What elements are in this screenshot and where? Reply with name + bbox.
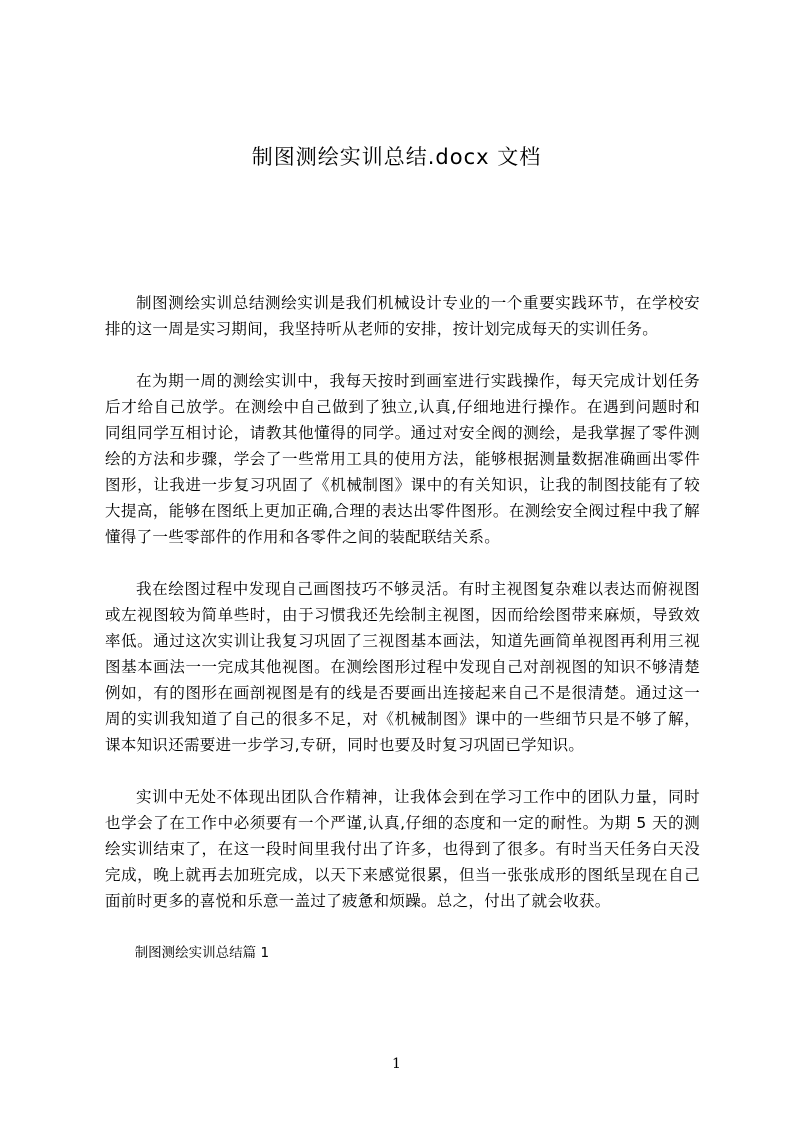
- paragraph-4: 实训中无处不体现出团队合作精神，让我体会到在学习工作中的团队力量，同时也学会了在工作中必须要有一个严谨,认真,仔细的态度和一定的耐性。为期 5 天的测绘实训结束了，在这一段时间里我付出了许多，也得到了很多。有时当天任务白天没完成，晚上就再去加班完成，以天下来感觉很累，但当一张张成形的图纸呈现在自己面前时更多的喜悦和乐意一盖过了疲惫和烦躁。总之，付出了就会收获。: [105, 788, 700, 910]
- document-body: [105, 290, 700, 966]
- paragraph-2: 在为期一周的测绘实训中，我每天按时到画室进行实践操作，每天完成计划任务后才给自己放学。在测绘中自己做到了独立,认真,仔细地进行操作。在遇到问题时和同组同学互相讨论，请教其他懂得的同学。通过对安全阀的测绘，是我掌握了零件测绘的方法和步骤，学会了一些常用工具的使用方法，能够根据测量数据准确画出零件图形，让我进一步复习巩固了《机械制图》课中的有关知识，让我的制图技能有了较大提高，能够在图纸上更加正确,合理的表达出零件图形。在测绘安全阀过程中我了解懂得了一些零部件的作用和各零件之间的装配联结关系。: [105, 372, 700, 546]
- document-title: 制图测绘实训总结.docx 文档: [251, 145, 542, 169]
- page-number: 1: [392, 1056, 401, 1072]
- paragraph-3: 我在绘图过程中发现自己画图技巧不够灵活。有时主视图复杂难以表达而俯视图或左视图较为简单些时，由于习惯我还先绘制主视图，因而给绘图带来麻烦，导致效率低。通过这次实训让我复习巩固了三视图基本画法，知道先画简单视图再利用三视图基本画法一一完成其他视图。在测绘图形过程中发现自己对剖视图的知识不够清楚例如，有的图形在画剖视图是有的线是否要画出连接起来自己不是很清楚。通过这一周的实训我知道了自己的很多不足，对《机械制图》课中的一些细节只是不够了解，课本知识还需要进一步学习,专研，同时也要及时复习巩固已学知识。: [105, 580, 700, 754]
- section-heading: 制图测绘实训总结篇 1: [134, 945, 270, 961]
- paragraph-1: 制图测绘实训总结测绘实训是我们机械设计专业的一个重要实践环节，在学校安排的这一周是实习期间，我坚持听从老师的安排，按计划完成每天的实训任务。: [105, 294, 700, 338]
